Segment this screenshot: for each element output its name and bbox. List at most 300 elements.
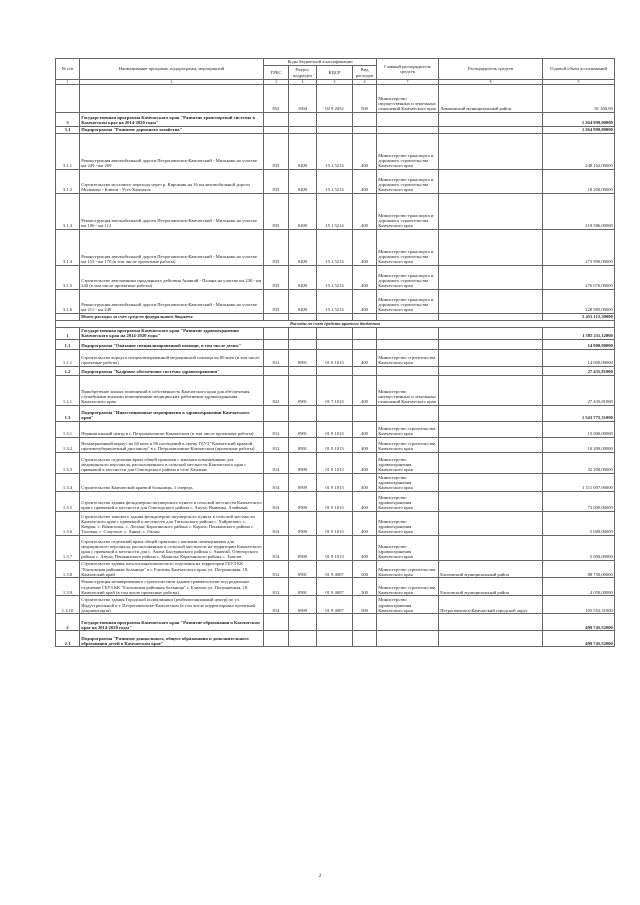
col-number: 5 — [317, 80, 353, 85]
row-grbs: 812 — [264, 422, 289, 438]
table-row — [56, 290, 615, 314]
row-razdel: 0409 — [289, 266, 317, 290]
row-main-distributor: Министерство строительства Камчатского края — [377, 578, 439, 596]
row-main-distributor — [377, 113, 439, 127]
row-name: Строительство корпуса специализированной медицинской помощи на 80 коек (в том числе проектные работы) — [80, 350, 264, 367]
row-number: 1.3.3 — [56, 453, 80, 474]
col-header-grbs: ГРБС — [264, 66, 289, 80]
row-name: Приобретение жилых помещений в собственность Камчатского края для обеспечения служебными жилыми помещениями медицинских работников здравоохранения Камчатского края — [80, 376, 264, 406]
row-main-distributor: Министерство имущественных и земельных отношений Камчатского края — [377, 85, 439, 113]
row-number: 3.1 — [56, 127, 80, 134]
row-number: 1.2 — [56, 367, 80, 376]
row-grbs: 852 — [264, 85, 289, 113]
row-kcsr: 01 9 1013 — [317, 453, 353, 474]
row-main-distributor: Министерство здравоохранения Камчатского края — [377, 512, 439, 536]
row-razdel — [289, 614, 317, 631]
table-row — [56, 340, 615, 350]
row-razdel — [289, 127, 317, 134]
row-grbs — [264, 340, 289, 350]
row-kvr: 400 — [353, 170, 377, 194]
row-kvr: 400 — [353, 422, 377, 438]
row-sum: 499 745,52000 — [543, 631, 615, 647]
row-grbs — [264, 406, 289, 422]
row-recipient: Елизовский муниципальный район — [439, 578, 543, 596]
row-name: Строительство здания Городской поликлиники (реабилитационный центр) по ул. Индустриальной в г. Петропавловске-Камчатском (в том числе корректировка проектной документации) — [80, 596, 264, 614]
row-sum: 81 300,00 — [543, 85, 615, 113]
row-kcsr — [317, 367, 353, 376]
row-kcsr: 15 1 5214 — [317, 170, 353, 194]
row-grbs — [264, 327, 289, 339]
row-kcsr: 01 7 1013 — [317, 376, 353, 406]
row-recipient — [439, 453, 543, 474]
row-recipient — [439, 406, 543, 422]
row-recipient — [439, 614, 543, 631]
row-razdel: 0409 — [289, 290, 317, 314]
row-kvr: 400 — [353, 194, 377, 230]
row-recipient — [439, 492, 543, 512]
row-kvr: 400 — [353, 230, 377, 266]
row-number: 2.1 — [56, 631, 80, 647]
row-kvr: 400 — [353, 512, 377, 536]
row-sum: 2 453 115,30000 — [543, 314, 615, 321]
row-number: 3.1.4 — [56, 230, 80, 266]
row-main-distributor: Министерство транспорта и дорожного строительства Камчатского края — [377, 194, 439, 230]
row-recipient — [439, 536, 543, 561]
row-number: 1.3 — [56, 406, 80, 422]
row-grbs: 814 — [264, 453, 289, 474]
row-kcsr: 01 9 1013 — [317, 438, 353, 453]
row-razdel: 0409 — [289, 170, 317, 194]
row-grbs: 835 — [264, 170, 289, 194]
col-number: 3 — [264, 80, 289, 85]
table-row — [56, 614, 615, 631]
col-number: 4 — [289, 80, 317, 85]
col-header-recipient: Распорядитель средств — [439, 59, 543, 80]
row-razdel: 0909 — [289, 536, 317, 561]
row-razdel — [289, 113, 317, 127]
row-recipient: Елизовский муниципальный район — [439, 561, 543, 578]
row-recipient — [439, 314, 543, 321]
row-main-distributor: Министерство имущественных и земельных отношений Камчатского края — [377, 376, 439, 406]
row-name: Строительство типового здания фельдшерско-акушерского пункта в сельской местности Камчатского края с привязкой к местности для Тигильского района с. Хайрюзово, с. Ковран, с. Воямполка, с. Лесная; Карагинского района с. Карага; Пенжинского района с. Таловка, с. Слаутное, с. Аянка, с. Оклан — [80, 512, 264, 536]
row-sum: 105 552,31000 — [543, 596, 615, 614]
table-row — [56, 266, 615, 290]
row-grbs: 814 — [264, 474, 289, 492]
row-grbs — [264, 314, 289, 321]
row-razdel: 0909 — [289, 492, 317, 512]
row-kcsr: 04 9 2052 — [317, 85, 353, 113]
row-grbs: 835 — [264, 230, 289, 266]
row-name: Строительство отделений врача общей практики с жилыми помещениями для медицинского персонала, расположенных в сельской местности на территории Камчатского края с привязкой к местности для с. Апача Быстринского района с. Анавгай, Олюторского района с. Апука, Пенжинского района с. Манилы, Карагинского района с. Тымлат — [80, 536, 264, 561]
table-row — [56, 113, 615, 127]
row-kcsr — [317, 631, 353, 647]
row-kvr — [353, 113, 377, 127]
row-kcsr: 15 1 5214 — [317, 194, 353, 230]
col-number: 9 — [543, 80, 615, 85]
row-name: Реконструкция автомобильной дороги Петропавловск-Камчатский - Мильково на участке км 152 - км 170 (в том числе проектные работы) — [80, 230, 264, 266]
row-number: 3.1.5 — [56, 266, 80, 290]
row-main-distributor: Министерство транспорта и дорожного строительства Камчатского края — [377, 134, 439, 170]
row-number: 3 — [56, 113, 80, 127]
row-kcsr — [317, 406, 353, 422]
table-row — [56, 578, 615, 596]
row-sum: 276 076,00000 — [543, 266, 615, 290]
row-kvr: 400 — [353, 474, 377, 492]
row-razdel: 0409 — [289, 230, 317, 266]
row-recipient — [439, 474, 543, 492]
row-kcsr: 01 6 1013 — [317, 350, 353, 367]
row-grbs: 814 — [264, 512, 289, 536]
row-number: 1.1 — [56, 340, 80, 350]
table-row — [56, 314, 615, 321]
section-heading: Расходы за счет средств краевого бюджета — [56, 321, 615, 328]
row-razdel: 0409 — [289, 194, 317, 230]
row-sum: 27 435,81000 — [543, 367, 615, 376]
row-number: 3.1.1 — [56, 134, 80, 170]
row-main-distributor: Министерство транспорта и дорожного строительства Камчатского края — [377, 230, 439, 266]
row-main-distributor: Министерство строительства Камчатского края — [377, 422, 439, 438]
row-main-distributor — [377, 327, 439, 339]
row-kvr — [353, 367, 377, 376]
row-razdel: 0901 — [289, 350, 317, 367]
row-recipient — [439, 631, 543, 647]
row-number: 1.3.7 — [56, 536, 80, 561]
row-razdel: 0901 — [289, 376, 317, 406]
col-number: 2 — [80, 80, 264, 85]
row-main-distributor — [377, 367, 439, 376]
row-kvr: 500 — [353, 561, 377, 578]
row-kcsr: 01 9 1013 — [317, 474, 353, 492]
row-razdel — [289, 367, 317, 376]
row-sum: 5 000,00000 — [543, 536, 615, 561]
row-number: 3.1.3 — [56, 194, 80, 230]
table-row — [56, 438, 615, 453]
col-header-sum: Годовой объем ассигнований — [543, 59, 615, 80]
row-sum: 14 000,00000 — [543, 340, 615, 350]
row-razdel: 0909 — [289, 474, 317, 492]
row-number: 1.3.2 — [56, 438, 80, 453]
row-number: 1.3.8 — [56, 561, 80, 578]
row-recipient — [439, 367, 543, 376]
row-sum: 499 745,52000 — [543, 614, 615, 631]
row-main-distributor — [377, 127, 439, 134]
row-recipient — [439, 194, 543, 230]
row-kcsr: 15 1 5214 — [317, 266, 353, 290]
row-number — [56, 314, 80, 321]
col-header-razdel: Раздел, подраздел — [289, 66, 317, 80]
row-number: 3.1.6 — [56, 290, 80, 314]
row-grbs — [264, 367, 289, 376]
row-razdel: 0909 — [289, 453, 317, 474]
row-number: 2 — [56, 614, 80, 631]
row-razdel: 0909 — [289, 512, 317, 536]
row-recipient — [439, 290, 543, 314]
row-grbs: 814 — [264, 596, 289, 614]
table-row — [56, 230, 615, 266]
row-kvr — [353, 631, 377, 647]
row-name: Подпрограмма "Развитие дошкольного, общего образования и дополнительного образования детей в Камчатском крае" — [80, 631, 264, 647]
row-kvr — [353, 314, 377, 321]
table-row — [56, 327, 615, 339]
row-main-distributor: Министерство строительства Камчатского края — [377, 561, 439, 578]
row-main-distributor — [377, 406, 439, 422]
row-recipient — [439, 327, 543, 339]
row-sum: 1 264 999,00000 — [543, 127, 615, 134]
row-number: 1.3.9 — [56, 578, 80, 596]
table-row — [56, 376, 615, 406]
row-kvr: 400 — [353, 376, 377, 406]
row-name: Реконструкция автомобильной дороги Петропавловск-Камчатский - Мильково на участке км 249 - км 269 — [80, 134, 264, 170]
row-number: 1.3.10 — [56, 596, 80, 614]
row-recipient — [439, 438, 543, 453]
row-main-distributor: Министерство строительства Камчатского края — [377, 350, 439, 367]
row-number: 1.3.5 — [56, 492, 80, 512]
row-recipient — [439, 230, 543, 266]
row-kvr: 400 — [353, 350, 377, 367]
row-grbs: 812 — [264, 350, 289, 367]
col-header-codes: Коды бюджетной классификации — [264, 59, 377, 66]
row-grbs: 835 — [264, 266, 289, 290]
row-main-distributor: Министерство здравоохранения Камчатского края — [377, 474, 439, 492]
budget-table — [55, 58, 615, 647]
row-sum: 228 985,00000 — [543, 290, 615, 314]
row-grbs — [264, 113, 289, 127]
row-sum: 248 162,00000 — [543, 134, 615, 170]
row-grbs: 812 — [264, 578, 289, 596]
col-header-main-distributor: Главный распорядитель средств — [377, 59, 439, 80]
row-kvr — [353, 614, 377, 631]
row-kcsr: 01 9 4007 — [317, 578, 353, 596]
row-kvr: 400 — [353, 453, 377, 474]
row-kcsr: 01 9 1013 — [317, 536, 353, 561]
row-kvr: 400 — [353, 492, 377, 512]
row-sum: 14 000,00000 — [543, 350, 615, 367]
row-kvr: 400 — [353, 438, 377, 453]
row-recipient — [439, 512, 543, 536]
row-name: Реконструкция автомобильной дороги Петропавловск-Камчатский - Мильково на участке км 211 - км 249 — [80, 290, 264, 314]
row-grbs — [264, 127, 289, 134]
row-grbs: 814 — [264, 492, 289, 512]
row-kvr — [353, 327, 377, 339]
row-name: Строительство автозимника продленного действия Анавгай - Палана на участке км 230 - км 240 (в том числе проектные работы) — [80, 266, 264, 290]
table-row — [56, 453, 615, 474]
row-sum: 1 311 007,90000 — [543, 474, 615, 492]
row-grbs: 835 — [264, 290, 289, 314]
row-kcsr: 01 9 1013 — [317, 492, 353, 512]
row-name: Реконструкция автомобильной дороги Петропавловск-Камчатский - Мильково на участке км 106 - км 112 — [80, 194, 264, 230]
col-header-kvr: Вид расходов — [353, 66, 377, 80]
row-kcsr: 01 9 1013 — [317, 422, 353, 438]
row-recipient — [439, 340, 543, 350]
table-row — [56, 85, 615, 113]
table-row — [56, 492, 615, 512]
row-grbs — [264, 614, 289, 631]
row-main-distributor: Министерство транспорта и дорожного строительства Камчатского края — [377, 170, 439, 194]
row-kvr: 400 — [353, 536, 377, 561]
row-kcsr: 01 9 4007 — [317, 596, 353, 614]
row-name: Строительство здания патологоанатомического отделения на территории ГБУЗ КК "Елизовская районная больница" в г. Елизово Камчатского края, ул. Пограничная, 18, Камчатский край — [80, 561, 264, 578]
row-razdel: 0901 — [289, 438, 317, 453]
table-row — [56, 134, 615, 170]
row-kcsr: 01 9 4007 — [317, 561, 353, 578]
row-name: Государственная программа Камчатского края "Развитие здравоохранения Камчатского края на 2014-2020 годы" — [80, 327, 264, 339]
table-row — [56, 127, 615, 134]
row-sum: 73 090,00000 — [543, 492, 615, 512]
table-row — [56, 536, 615, 561]
row-kcsr — [317, 314, 353, 321]
table-row — [56, 170, 615, 194]
row-recipient: Петропавловск-Камчатский городской округ — [439, 596, 543, 614]
row-razdel: 0901 — [289, 561, 317, 578]
row-name: Строительство отделения врача общей практики с жилыми помещениями для медицинского персонала, расположенного в сельской местности Камчатского края с привязкой к местности для Олюторского района в селе Хаилино — [80, 453, 264, 474]
row-recipient — [439, 376, 543, 406]
row-sum: 15 000,00000 — [543, 422, 615, 438]
row-kvr: 400 — [353, 266, 377, 290]
row-grbs: 812 — [264, 438, 289, 453]
col-number: 1 — [56, 80, 80, 85]
row-sum: 1 543 775,31000 — [543, 406, 615, 422]
row-name — [80, 85, 264, 113]
row-grbs: 814 — [264, 536, 289, 561]
row-sum: 27 435,81000 — [543, 376, 615, 406]
col-header-name: Наименование программ, подпрограмм, мероприятий — [80, 59, 264, 80]
row-kcsr — [317, 113, 353, 127]
table-row — [56, 367, 615, 376]
row-sum: 219 586,00000 — [543, 194, 615, 230]
row-name: Подпрограмма "Развитие дорожного хозяйства" — [80, 127, 264, 134]
row-razdel — [289, 631, 317, 647]
row-name: Подпрограмма "Инвестиционные мероприятия в здравоохранении Камчатского края" — [80, 406, 264, 422]
row-number: 1.3.6 — [56, 512, 80, 536]
row-number: 1 — [56, 327, 80, 339]
row-main-distributor — [377, 614, 439, 631]
row-number: 3.1.2 — [56, 170, 80, 194]
row-kcsr — [317, 614, 353, 631]
table-row — [56, 474, 615, 492]
col-number: 8 — [439, 80, 543, 85]
table-row — [56, 194, 615, 230]
row-main-distributor — [377, 631, 439, 647]
row-kcsr — [317, 127, 353, 134]
row-recipient — [439, 113, 543, 127]
row-razdel: 0901 — [289, 578, 317, 596]
row-kcsr: 15 1 5214 — [317, 134, 353, 170]
row-recipient — [439, 266, 543, 290]
row-name: Подпрограмма "Оказание специализированной помощи, в том числе детям" — [80, 340, 264, 350]
table-row — [56, 561, 615, 578]
row-kvr: 400 — [353, 290, 377, 314]
row-main-distributor: Министерство транспорта и дорожного строительства Камчатского края — [377, 290, 439, 314]
row-grbs: 812 — [264, 561, 289, 578]
row-name: Строительство мостового перехода через р. Кирганик на 16 км автомобильной дороги Мильково - Ключи - Усть-Камчатск — [80, 170, 264, 194]
row-sum: 1 264 999,00000 — [543, 113, 615, 127]
row-name: Строительство здания фельдшерско-акушерского пункта в сельской местности Камчатского края с привязкой к местности для Олюторского района с. Апука, Вывенка, Ачайваям — [80, 492, 264, 512]
table-row — [56, 422, 615, 438]
table-row — [56, 406, 615, 422]
row-name: Перинатальный центр в г. Петропавловске-Камчатском (в том числе проектные работы) — [80, 422, 264, 438]
row-name: Итого расходы за счет средств федерального бюджета — [80, 314, 264, 321]
row-name: Государственная программа Камчатского края "Развитие образования в Камчатском крае на 2014-2020 годы" — [80, 614, 264, 631]
row-razdel: 0909 — [289, 596, 317, 614]
col-number: 6 — [353, 80, 377, 85]
row-name: Строительство Камчатской краевой больницы, 1 очередь — [80, 474, 264, 492]
row-razdel: 1004 — [289, 85, 317, 113]
row-kcsr: 15 1 5214 — [317, 290, 353, 314]
row-razdel — [289, 327, 317, 339]
row-name: Подпрограмма "Кадровое обеспечение системы здравоохранения" — [80, 367, 264, 376]
row-kcsr: 01 9 1013 — [317, 512, 353, 536]
col-header-kcsr: КЦСР — [317, 66, 353, 80]
row-recipient — [439, 422, 543, 438]
row-main-distributor: Министерство строительства Камчатского края — [377, 438, 439, 453]
row-grbs: 835 — [264, 194, 289, 230]
row-name: Государственная программа Камчатского края "Развитие транспортной системы в Камчатском крае на 2014-2020 годы" — [80, 113, 264, 127]
row-main-distributor — [377, 340, 439, 350]
row-kvr: 400 — [353, 134, 377, 170]
col-number: 7 — [377, 80, 439, 85]
row-grbs: 835 — [264, 134, 289, 170]
table-row — [56, 321, 615, 328]
row-kcsr: 15 1 5214 — [317, 230, 353, 266]
row-kvr: 500 — [353, 578, 377, 596]
row-kvr — [353, 340, 377, 350]
row-razdel — [289, 406, 317, 422]
row-kvr: 500 — [353, 85, 377, 113]
row-sum: 5 000,00000 — [543, 512, 615, 536]
row-number: 1.1.1 — [56, 350, 80, 367]
table-row — [56, 512, 615, 536]
row-recipient — [439, 127, 543, 134]
row-razdel: 0409 — [289, 134, 317, 170]
row-razdel — [289, 340, 317, 350]
row-recipient — [439, 350, 543, 367]
row-kvr: 500 — [353, 596, 377, 614]
row-main-distributor — [377, 314, 439, 321]
row-recipient — [439, 170, 543, 194]
row-recipient — [439, 134, 543, 170]
row-kvr — [353, 127, 377, 134]
row-grbs: 822 — [264, 376, 289, 406]
row-kcsr — [317, 327, 353, 339]
page-number: 2 — [318, 874, 322, 879]
row-sum: 32 208,00000 — [543, 453, 615, 474]
row-main-distributor: Министерство здравоохранения Камчатского края — [377, 596, 439, 614]
row-sum: 4 059,00000 — [543, 578, 615, 596]
row-number: 1.2.1 — [56, 376, 80, 406]
row-number — [56, 85, 80, 113]
row-number: 1.3.4 — [56, 474, 80, 492]
table-row — [56, 631, 615, 647]
row-name: Реконструкция незавершенного строительством здания травматологии под родильное отделение ГБУЗ КК "Елизовская районная больница" г. Елизово ул. Пограничная, 18, Камчатский край (в том числе проектные работы) — [80, 578, 264, 596]
row-main-distributor: Министерство транспорта и дорожного строительства Камчатского края — [377, 266, 439, 290]
row-kcsr — [317, 340, 353, 350]
row-name: Незавершенный корпус на 60 коек и 80 посещений в смену ГБУЗ "Камчатский краевой противотуберкулезный диспансер" в г. Петропавловске-Камчатском (проектные работы) — [80, 438, 264, 453]
row-sum: 88 750,00000 — [543, 561, 615, 578]
row-sum: 18 200,00000 — [543, 170, 615, 194]
col-header-no: № п/п — [56, 59, 80, 80]
row-sum: 1 585 211,12000 — [543, 327, 615, 339]
row-main-distributor: Министерство здравоохранения Камчатского края — [377, 453, 439, 474]
row-main-distributor: Министерство здравоохранения Камчатского края — [377, 492, 439, 512]
row-grbs — [264, 631, 289, 647]
row-recipient: Лимпинский муниципальный район — [439, 85, 543, 113]
row-razdel — [289, 314, 317, 321]
row-razdel: 0901 — [289, 422, 317, 438]
row-sum: 10 200,00000 — [543, 438, 615, 453]
table-row — [56, 596, 615, 614]
table-row — [56, 350, 615, 367]
row-kvr — [353, 406, 377, 422]
